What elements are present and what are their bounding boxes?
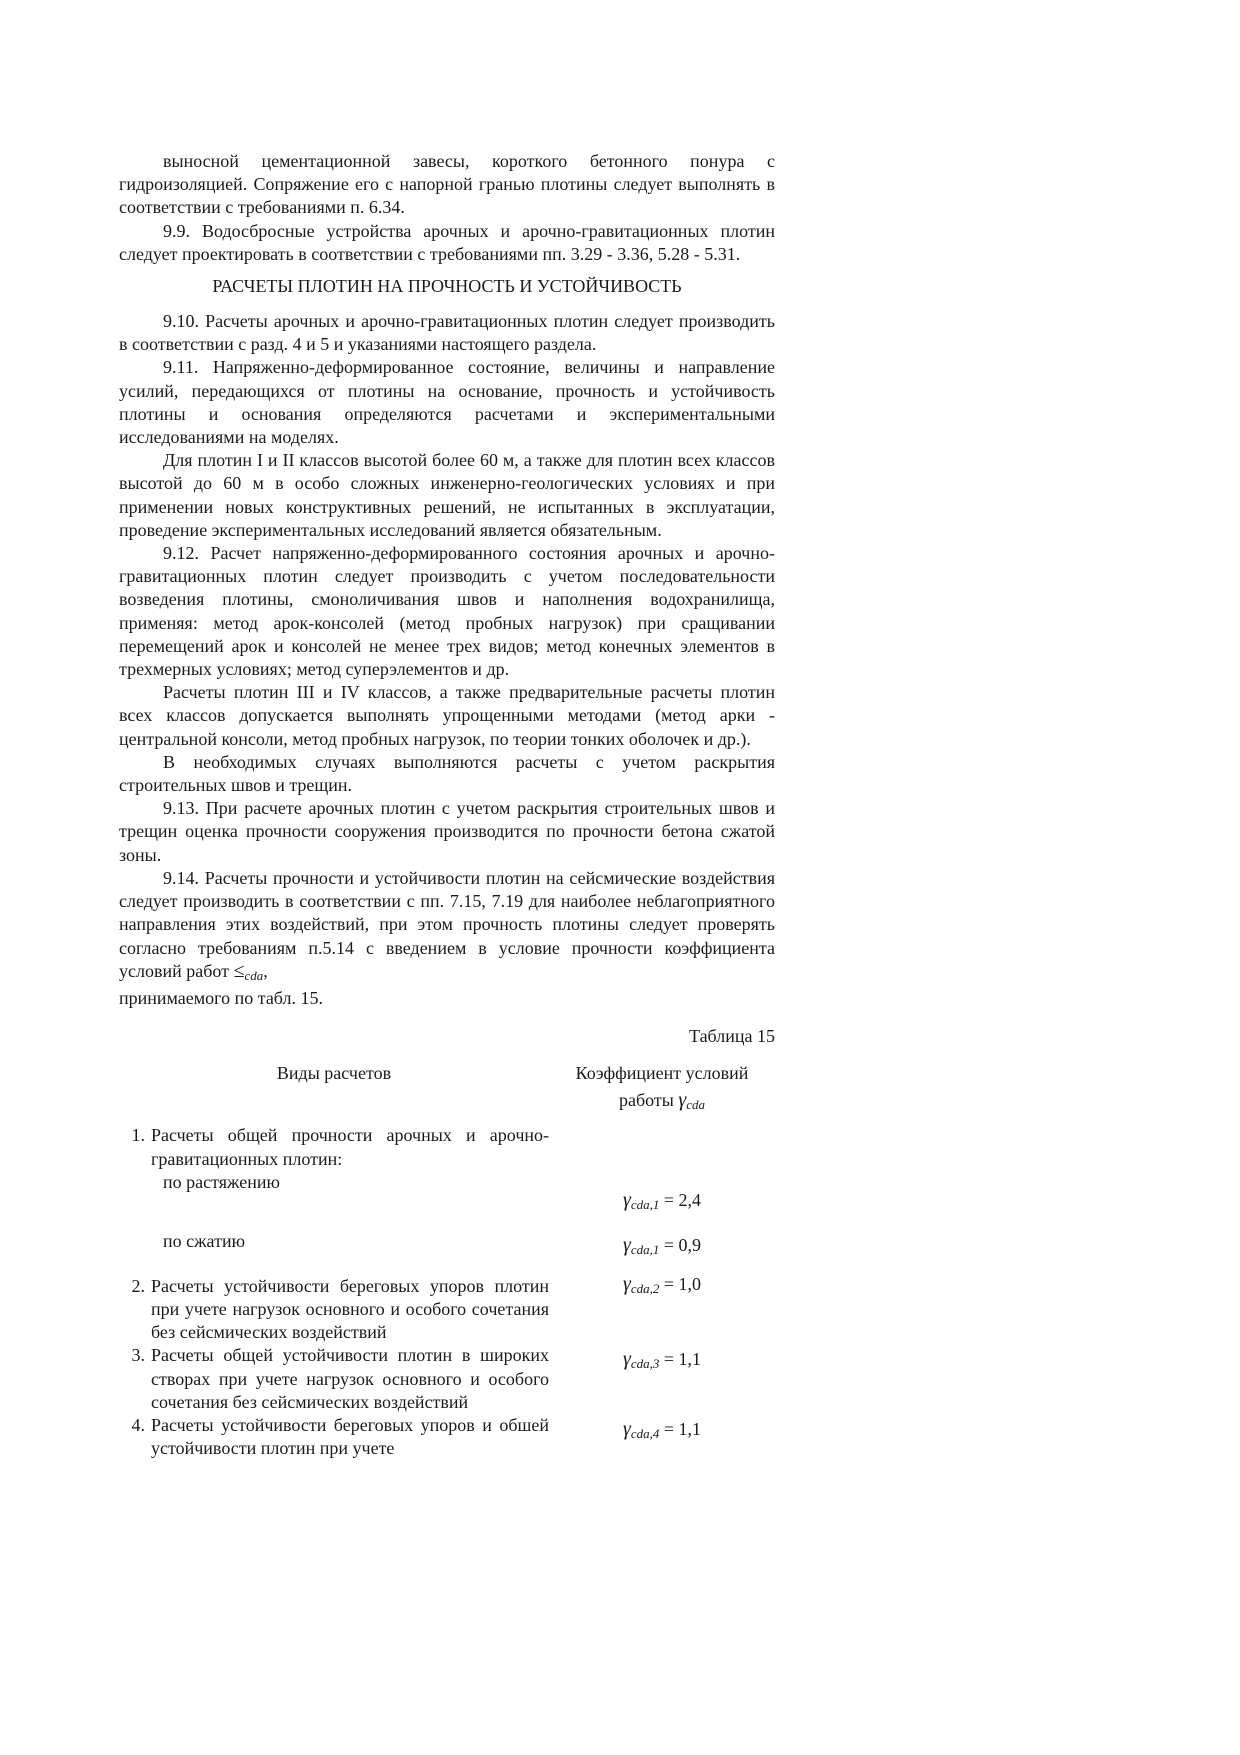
gamma-symbol: γ bbox=[678, 1089, 687, 1112]
gamma-subscript: cda,1 bbox=[630, 1196, 660, 1212]
paragraph: В необходимых случаях выполняются расчеты с учетом раскрытия строительных швов и трещин. bbox=[119, 751, 775, 796]
paragraph-9-10: 9.10. Расчеты арочных и арочно-гравитационных плотин следует производить в соответствии с разд. 4 и 5 и указаниями настоящего раздела. bbox=[119, 311, 775, 355]
table-row bbox=[119, 1265, 775, 1345]
paragraph-9-11: 9.11. Напряженно-деформированное состояние, величины и направление усилий, передающихся от плотины на основание, прочность и устойчивость плотины и основания определяются расчетами и экспериментальными исследованиями на моделях. bbox=[119, 357, 775, 448]
item-number: 1. bbox=[131, 1125, 145, 1146]
gamma-symbol: γ bbox=[622, 1417, 631, 1440]
item-text: Расчеты общей устойчивости плотин в широких створах при учете нагрузок основного и особого сочетания без сейсмических воздействий bbox=[151, 1345, 549, 1412]
coefficient-value: = 2,4 bbox=[663, 1189, 702, 1210]
table-header-calculation-types: Виды расчетов bbox=[276, 1063, 392, 1084]
coefficient-cell bbox=[549, 1344, 775, 1414]
gamma-symbol: γ bbox=[622, 1272, 631, 1295]
coefficient-value: = 1,1 bbox=[663, 1349, 702, 1370]
paragraph-9-14-end: принимаемого по табл. 15. bbox=[119, 987, 324, 1008]
section-title: РАСЧЕТЫ ПЛОТИН НА ПРОЧНОСТЬ И УСТОЙЧИВОСТЬ bbox=[212, 276, 682, 297]
item-number: 3. bbox=[131, 1345, 145, 1366]
table-caption: Таблица 15 bbox=[689, 1026, 775, 1047]
sub-item-label: по сжатию bbox=[163, 1230, 246, 1251]
coefficient-cell bbox=[549, 1220, 775, 1265]
paragraph: Для плотин I и II классов высотой более 60 м, а также для плотин всех классов высотой до 60 м в особо сложных инженерно-геологических условиях и при применении новых конструктивных решений, не испытанных в эксплуатации, проведение экспериментальных исследований является обязательным. bbox=[119, 450, 775, 540]
gamma-subscript: cda,1 bbox=[630, 1241, 660, 1257]
header-word: работы bbox=[618, 1090, 674, 1111]
paragraph-9-12: 9.12. Расчет напряженно-деформированного состояния арочных и арочно-гравитационных плотин следует производить с учетом последовательности возведения плотины, смоноличивания швов и наполнения водохранилища, применяя: метод арок-консолей (метод пробных нагрузок) при сращивании перемещений арок и консолей не менее трех видов; метод конечных элементов в трехмерных условиях; метод суперэлементов и др. bbox=[119, 543, 775, 680]
gamma-symbol: γ bbox=[622, 1188, 631, 1211]
gamma-symbol: γ bbox=[622, 1348, 631, 1371]
item-text: Расчеты общей прочности арочных и арочно-гравитационных плотин: bbox=[151, 1125, 549, 1169]
table-row bbox=[119, 1220, 775, 1265]
table-row bbox=[119, 1171, 775, 1220]
item-number: 4. bbox=[131, 1414, 145, 1435]
coefficient-value: = 1,1 bbox=[663, 1418, 702, 1439]
coefficient-cell bbox=[549, 1171, 775, 1220]
coefficient-value: = 0,9 bbox=[663, 1234, 702, 1255]
table-row bbox=[119, 1344, 775, 1414]
gamma-subscript: cda,3 bbox=[630, 1356, 660, 1372]
punctuation: , bbox=[263, 960, 268, 981]
document-body bbox=[119, 150, 775, 1460]
gamma-subscript: cda,4 bbox=[630, 1425, 660, 1441]
coefficient-cell bbox=[549, 1414, 775, 1460]
paragraph-text: 9.14. Расчеты прочности и устойчивости плотин на сейсмические воздействия следует производить в соответствии с пп. 7.15, 7.19 для наиболее неблагоприятного направления этих воздействий, при этом прочность плотины следует проверять согласно требованиям п.5.14 с введением в условие прочности коэффициента условий работ bbox=[119, 867, 775, 981]
list-item bbox=[119, 1124, 549, 1170]
gamma-subscript: cda,2 bbox=[630, 1280, 660, 1296]
list-item bbox=[119, 1414, 549, 1460]
gamma-symbol: γ bbox=[622, 1233, 631, 1256]
paragraph: выносной цементационной завесы, короткого бетонного понура с гидроизоляцией. Сопряжение его с напорной гранью плотины следует выполнять в соответствии с требованиями п. 6.34. bbox=[119, 151, 775, 218]
paragraph: Расчеты плотин III и IV классов, а также предварительные расчеты плотин всех классов допускается выполнять упрощенными методами (метод арки - центральной консоли, метод пробных нагрузок, по теории тонких оболочек и др.). bbox=[119, 682, 775, 749]
list-item bbox=[119, 1344, 549, 1414]
table-row bbox=[119, 1414, 775, 1460]
list-item bbox=[119, 1275, 549, 1345]
coefficient-cell bbox=[549, 1265, 775, 1345]
item-text: Расчеты устойчивости береговых упоров и обшей устойчивости плотин при учете bbox=[151, 1414, 549, 1459]
item-number: 2. bbox=[131, 1275, 145, 1296]
gamma-subscript: cda bbox=[686, 1097, 706, 1113]
paragraph-9-9: 9.9. Водосбросные устройства арочных и арочно-гравитационных плотин следует проектировать в соответствии с требованиями пп. 3.29 - 3.36, 5.28 - 5.31. bbox=[119, 220, 775, 264]
table-header-row bbox=[119, 1056, 775, 1120]
table-header-coefficient bbox=[549, 1056, 775, 1120]
header-line: Коэффициент условий bbox=[575, 1063, 749, 1084]
coefficient-subscript: cda bbox=[244, 967, 264, 983]
coefficient-symbol: ≤ bbox=[233, 959, 245, 982]
paragraph-9-13: 9.13. При расчете арочных плотин с учетом раскрытия строительных швов и трещин оценка прочности сооружения производится по прочности бетона сжатой зоны. bbox=[119, 798, 775, 865]
table-row bbox=[119, 1120, 775, 1170]
paragraph-9-14 bbox=[119, 867, 775, 987]
sub-item-label: по растяжению bbox=[163, 1171, 280, 1192]
coefficient-value: = 1,0 bbox=[663, 1273, 702, 1294]
coefficient-table bbox=[119, 1056, 775, 1460]
item-text: Расчеты устойчивости береговых упоров плотин при учете нагрузок основного и особого сочетания без сейсмических воздействий bbox=[151, 1275, 549, 1343]
header-line bbox=[549, 1085, 775, 1120]
